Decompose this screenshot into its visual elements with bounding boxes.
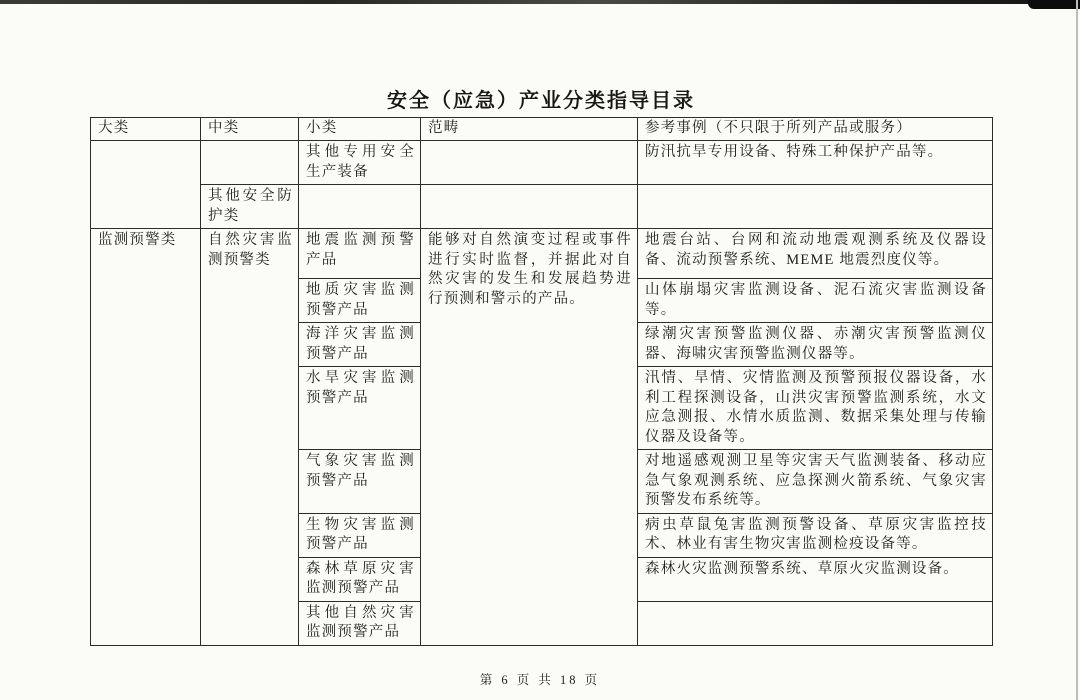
table-row	[91, 185, 993, 229]
page-title: 安全（应急）产业分类指导目录	[387, 90, 695, 112]
cell-examples-meteorological: 对地遥感观测卫星等灾害天气监测装备、移动应急气象观测系统、应急探测火箭系统、气象灾害预警发布系统等。	[638, 450, 993, 514]
cell-examples-marine: 绿潮灾害预警监测仪器、赤潮灾害预警监测仪器、海啸灾害预警监测仪器等。	[638, 323, 993, 367]
table-row	[91, 229, 993, 279]
column-header-fanchou: 范畴	[421, 118, 638, 141]
cell-xiaolei-earthquake: 地震监测预警产品	[299, 229, 421, 279]
cell-zhonglei-natural-disaster-monitoring: 自然灾害监测预警类	[201, 229, 299, 646]
cell-xiaolei-biological: 生物灾害监测预警产品	[299, 513, 421, 557]
catalog-table	[90, 117, 993, 646]
scan-edge-top	[0, 0, 1080, 4]
cell-zhonglei-other-safety-protection: 其他安全防护类	[201, 185, 299, 229]
cell-fanchou-monitoring-definition: 能够对自然演变过程或事件进行实时监督，并据此对自然灾害的发生和发展趋势进行预测和警示的产品。	[421, 229, 638, 646]
cell-xiaolei-marine: 海洋灾害监测预警产品	[299, 323, 421, 367]
cell-xiaolei-other-production-equipment: 其他专用安全生产装备	[299, 141, 421, 185]
header-row	[91, 118, 993, 141]
cell-dalei-monitoring-warning: 监测预警类	[91, 229, 201, 646]
cell-examples-empty	[638, 185, 993, 229]
column-header-dalei: 大类	[91, 118, 201, 141]
cell-examples-forest-grassland: 森林火灾监测预警系统、草原火灾监测设备。	[638, 557, 993, 601]
cell-examples-flood-drought: 防汛抗旱专用设备、特殊工种保护产品等。	[638, 141, 993, 185]
cell-xiaolei-forest-grassland: 森林草原灾害监测预警产品	[299, 557, 421, 601]
cell-examples-earthquake: 地震台站、台网和流动地震观测系统及仪器设备、流动预警系统、MEME 地震烈度仪等。	[638, 229, 993, 279]
scan-edge-top-right-blob	[1028, 0, 1080, 9]
page-number-footer: 第 6 页 共 18 页	[479, 673, 601, 687]
cell-fanchou-empty2	[421, 185, 638, 229]
column-header-zhonglei: 中类	[201, 118, 299, 141]
cell-zhonglei-empty	[201, 141, 299, 185]
cell-xiaolei-geological: 地质灾害监测预警产品	[299, 279, 421, 323]
cell-xiaolei-other-natural-disaster: 其他自然灾害监测预警产品	[299, 601, 421, 645]
cell-xiaolei-flood-drought: 水旱灾害监测预警产品	[299, 367, 421, 450]
scan-edge-right	[1076, 0, 1078, 700]
cell-fanchou-empty	[421, 141, 638, 185]
cell-examples-biological: 病虫草鼠兔害监测预警设备、草原灾害监控技术、林业有害生物灾害监测检疫设备等。	[638, 513, 993, 557]
cell-examples-flood-drought-monitoring: 汛情、旱情、灾情监测及预警预报仪器设备，水利工程探测设备，山洪灾害预警监测系统，水文应急测报、水情水质监测、数据采集处理与传输仪器及设备等。	[638, 367, 993, 450]
column-header-examples: 参考事例（不只限于所列产品或服务）	[638, 118, 993, 141]
cell-xiaolei-empty	[299, 185, 421, 229]
cell-xiaolei-meteorological: 气象灾害监测预警产品	[299, 450, 421, 514]
cell-examples-geological: 山体崩塌灾害监测设备、泥石流灾害监测设备等。	[638, 279, 993, 323]
table-row	[91, 141, 993, 185]
cell-examples-other-natural-disaster-empty	[638, 601, 993, 645]
cell-dalei-carryover-empty	[91, 141, 201, 229]
column-header-xiaolei: 小类	[299, 118, 421, 141]
